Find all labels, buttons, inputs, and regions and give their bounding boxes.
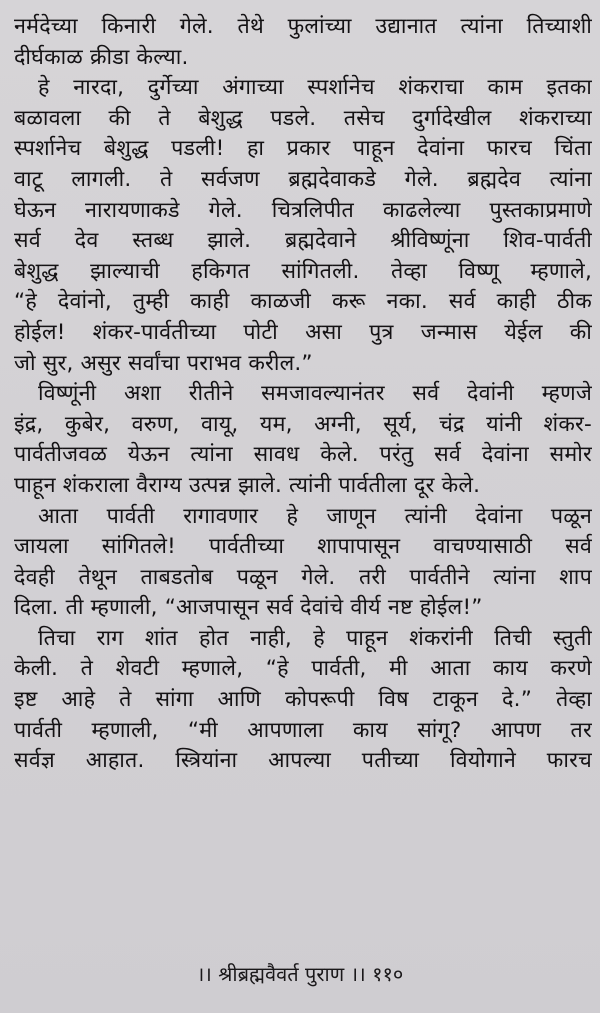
page-footer: ।। श्रीब्रह्मवैवर्त पुराण ।। ११० [196,962,404,986]
text-line: आता पार्वती रागावणार हे जाणून त्यांनी देवांना पळून [38,503,592,529]
text-line: होईल! शंकर-पार्वतीच्या पोटी असा पुत्र जन्मास येईल की [14,319,592,345]
text-line: बेशुद्ध झाल्याची हकिगत सांगितली. तेव्हा विष्णू म्हणाले, [14,258,592,284]
text-line: पाहून शंकराला वैराग्य उत्पन्न झाले. त्यांनी पार्वतीला दूर केले. [14,472,481,498]
text-line: बळावला की ते बेशुद्ध पडले. तसेच दुर्गादेखील शंकराच्या [14,105,592,131]
text-line: सर्वज्ञ आहात. स्त्रियांना आपल्या पतीच्या वियोगाने फारच [14,748,592,774]
text-line: दीर्घकाळ क्रीडा केल्या. [14,44,189,70]
text-line: तिचा राग शांत होत नाही, हे पाहून शंकरांनी तिची स्तुती [38,625,592,651]
text-line: जो सुर, असुर सर्वांचा पराभव करील.” [14,350,313,376]
text-line: पार्वतीजवळ येऊन त्यांना सावध केले. परंतु सर्व देवांना समोर [14,442,592,468]
text-line: घेऊन नारायणाकडे गेले. चित्रलिपीत काढलेल्या पुस्तकाप्रमाणे [14,197,592,223]
text-line: केली. ते शेवटी म्हणाले, “हे पार्वती, मी आता काय करणे [14,656,592,682]
text-line: जायला सांगितले! पार्वतीच्या शापापासून वाचण्यासाठी सर्व [14,534,592,560]
text-line: वाटू लागली. ते सर्वजण ब्रह्मदेवाकडे गेले. ब्रह्मदेव त्यांना [14,166,592,192]
text-line: “हे देवांनो, तुम्ही काही काळजी करू नका. सर्व काही ठीक [14,289,592,315]
body-text [14,12,592,777]
text-line: दिला. ती म्हणाली, “आजपासून सर्व देवांचे वीर्य नष्ट होईल!” [14,595,483,621]
text-line: हे नारदा, दुर्गेच्या अंगाच्या स्पर्शानेच शंकराचा काम इतका [38,75,592,101]
text-line: पार्वती म्हणाली, “मी आपणाला काय सांगू? आपण तर [14,717,592,743]
text-line: विष्णूंनी अशा रीतीने समजावल्यानंतर सर्व देवांनी म्हणजे [38,381,592,407]
text-line: स्पर्शानेच बेशुद्ध पडली! हा प्रकार पाहून देवांना फारच चिंता [14,136,592,162]
text-line: सर्व देव स्तब्ध झाले. ब्रह्मदेवाने श्रीविष्णूंना शिव-पार्वती [14,228,592,254]
text-line: देवही तेथून ताबडतोब पळून गेले. तरी पार्वतीने त्यांना शाप [14,564,592,590]
text-line: इष्ट आहे ते सांगा आणि कोपरूपी विष टाकून दे.” तेव्हा [14,687,592,713]
text-line: नर्मदेच्या किनारी गेले. तेथे फुलांच्या उद्यानात त्यांना तिच्याशी [14,14,592,39]
text-line: इंद्र, कुबेर, वरुण, वायू, यम, अग्नी, सूर्य, चंद्र यांनी शंकर- [14,411,592,437]
